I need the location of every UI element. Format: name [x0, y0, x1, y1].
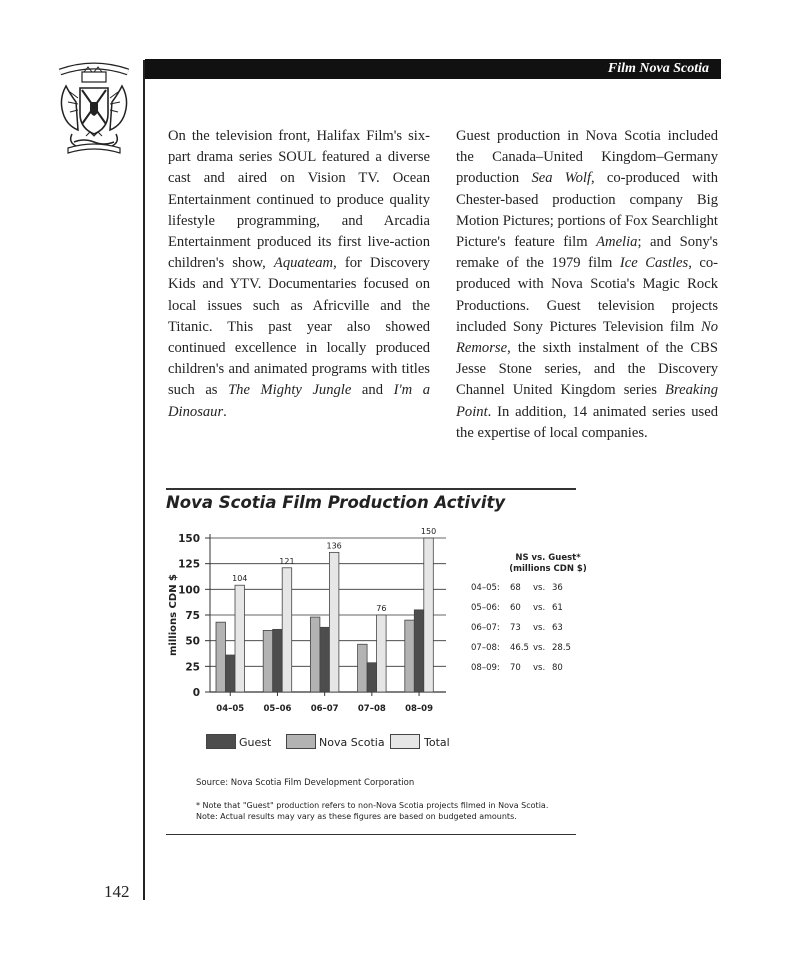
- y-tick-label: 125: [178, 558, 200, 571]
- title-italic: No Remorse: [456, 318, 718, 357]
- data-label: 136: [326, 541, 342, 551]
- y-tick-label: 50: [185, 635, 200, 648]
- y-tick-label: 0: [192, 687, 200, 699]
- table-cell-vs: vs.: [533, 623, 546, 633]
- x-tick-label: 07–08: [357, 704, 386, 714]
- legend-swatch-guest: [206, 734, 236, 749]
- bar-total: [329, 552, 339, 692]
- bar-nova-scotia: [358, 644, 368, 692]
- table-subheader: (millions CDN $): [509, 564, 587, 574]
- legend-label-total: Total: [424, 736, 450, 749]
- text-column-right: [456, 126, 718, 444]
- table-cell-guest: 61: [552, 603, 563, 613]
- table-cell-ns: 73: [510, 623, 521, 633]
- table-cell-vs: vs.: [533, 643, 546, 653]
- bar-total: [424, 538, 434, 692]
- chart-bottom-rule: [166, 834, 576, 835]
- nova-scotia-coat-of-arms-logo: [54, 58, 134, 158]
- title-italic: The Mighty Jungle: [228, 382, 352, 399]
- y-tick-label: 75: [185, 610, 200, 622]
- table-cell-year: 08–09:: [471, 663, 500, 673]
- text-run: and: [351, 382, 394, 399]
- table-cell-ns: 68: [510, 583, 521, 593]
- text-run: , for Discovery Kids and YTV. Documentaries focused on local issues such as Africville and the Titanic. This past year also showed continued excellence in locally produced children's and animated programs with titles such as: [168, 255, 430, 399]
- title-italic: Sea Wolf: [531, 170, 591, 187]
- text-column-left: [168, 126, 430, 423]
- legend-swatch-total: [390, 734, 420, 749]
- legend-label-nova-scotia: Nova Scotia: [319, 736, 385, 749]
- bar-total: [235, 585, 245, 692]
- table-cell-vs: vs.: [533, 583, 546, 593]
- table-cell-ns: 46.5: [510, 643, 529, 653]
- table-cell-guest: 36: [552, 583, 563, 593]
- paragraph-television: [168, 126, 430, 423]
- text-run: , co-produced with Chester-based production company Big Motion Pictures; portions of Fox Searchlight Picture's feature film: [456, 170, 718, 251]
- chart-title: Nova Scotia Film Production Activity: [166, 493, 506, 512]
- bar-nova-scotia: [405, 620, 415, 692]
- title-italic: Breaking Point: [456, 382, 718, 420]
- bar-guest: [320, 627, 330, 692]
- running-header-bar: [145, 59, 721, 79]
- title-italic: Aquateam: [273, 255, 334, 272]
- table-cell-ns: 60: [510, 603, 521, 613]
- data-label: 121: [279, 556, 295, 566]
- bar-guest: [367, 663, 377, 692]
- bar-nova-scotia: [216, 622, 226, 692]
- bar-total: [282, 568, 292, 692]
- text-run: . In addition, 14 animated series used the expertise of local companies.: [456, 403, 718, 441]
- page-number: 142: [104, 882, 130, 901]
- table-cell-guest: 28.5: [552, 643, 571, 653]
- table-header: NS vs. Guest*: [515, 553, 581, 563]
- y-tick-label: 150: [178, 533, 200, 545]
- bar-nova-scotia: [263, 630, 273, 692]
- chart-note-guest: * Note that "Guest" production refers to non-Nova Scotia projects filmed in Nova Scotia.: [196, 801, 549, 810]
- bar-guest: [226, 655, 236, 692]
- bar-nova-scotia: [310, 617, 320, 692]
- bar-total: [377, 615, 387, 692]
- left-margin-rule: [143, 60, 145, 900]
- paragraph-guest-production: [456, 126, 718, 444]
- text-run: .: [223, 403, 227, 420]
- running-header-title: Film Nova Scotia: [607, 61, 709, 76]
- text-run: ; and Sony's remake of the 1979 film: [456, 234, 718, 272]
- legend-swatch-nova-scotia: [286, 734, 316, 749]
- text-run: , co-produced with Nova Scotia's Magic Rock Productions. Guest television projects included Sony Pictures Television film: [456, 255, 718, 335]
- title-italic: Amelia: [596, 234, 638, 251]
- chart-note-budget: Note: Actual results may vary as these figures are based on budgeted amounts.: [196, 812, 517, 821]
- table-cell-year: 06–07:: [471, 623, 500, 633]
- bar-guest: [414, 610, 424, 692]
- text-run: Guest production in Nova Scotia included the Canada–United Kingdom–Germany production: [456, 128, 718, 187]
- data-label: 104: [232, 574, 248, 584]
- x-tick-label: 08–09: [405, 704, 434, 714]
- y-tick-label: 25: [185, 661, 200, 674]
- production-activity-bar-chart: [160, 520, 460, 720]
- x-tick-label: 06–07: [310, 704, 339, 714]
- text-run: On the television front, Halifax Film's six-part drama series SOUL featured a diverse cast and aired on Vision TV. Ocean Entertainment continued to produce quality lifestyle programming, and Arcadia Entertainment produced its first live-action children's show,: [168, 128, 430, 272]
- data-label: 150: [420, 527, 437, 536]
- title-italic: Ice Castles: [619, 255, 689, 272]
- y-axis-label: millions CDN $: [168, 573, 179, 657]
- data-label: 76: [376, 604, 387, 613]
- legend-label-guest: Guest: [239, 736, 272, 749]
- bar-guest: [273, 629, 283, 692]
- chart-top-rule: [166, 488, 576, 490]
- table-cell-guest: 63: [552, 623, 563, 633]
- table-cell-year: 07–08:: [471, 643, 500, 653]
- table-cell-ns: 70: [510, 663, 521, 673]
- table-cell-vs: vs.: [533, 603, 546, 613]
- chart-source: Source: Nova Scotia Film Development Corporation: [196, 778, 415, 788]
- table-cell-vs: vs.: [533, 663, 546, 673]
- y-tick-label: 100: [178, 584, 200, 597]
- table-cell-guest: 80: [552, 663, 563, 673]
- table-cell-year: 04–05:: [471, 583, 500, 593]
- x-tick-label: 05–06: [263, 704, 292, 714]
- title-italic: I'm a Dinosaur: [168, 382, 430, 420]
- text-run: , the sixth instalment of the CBS Jesse Stone series, and the Discovery Channel United Kingdom series: [456, 340, 718, 399]
- table-cell-year: 05–06:: [471, 603, 500, 613]
- x-tick-label: 04–05: [216, 704, 245, 714]
